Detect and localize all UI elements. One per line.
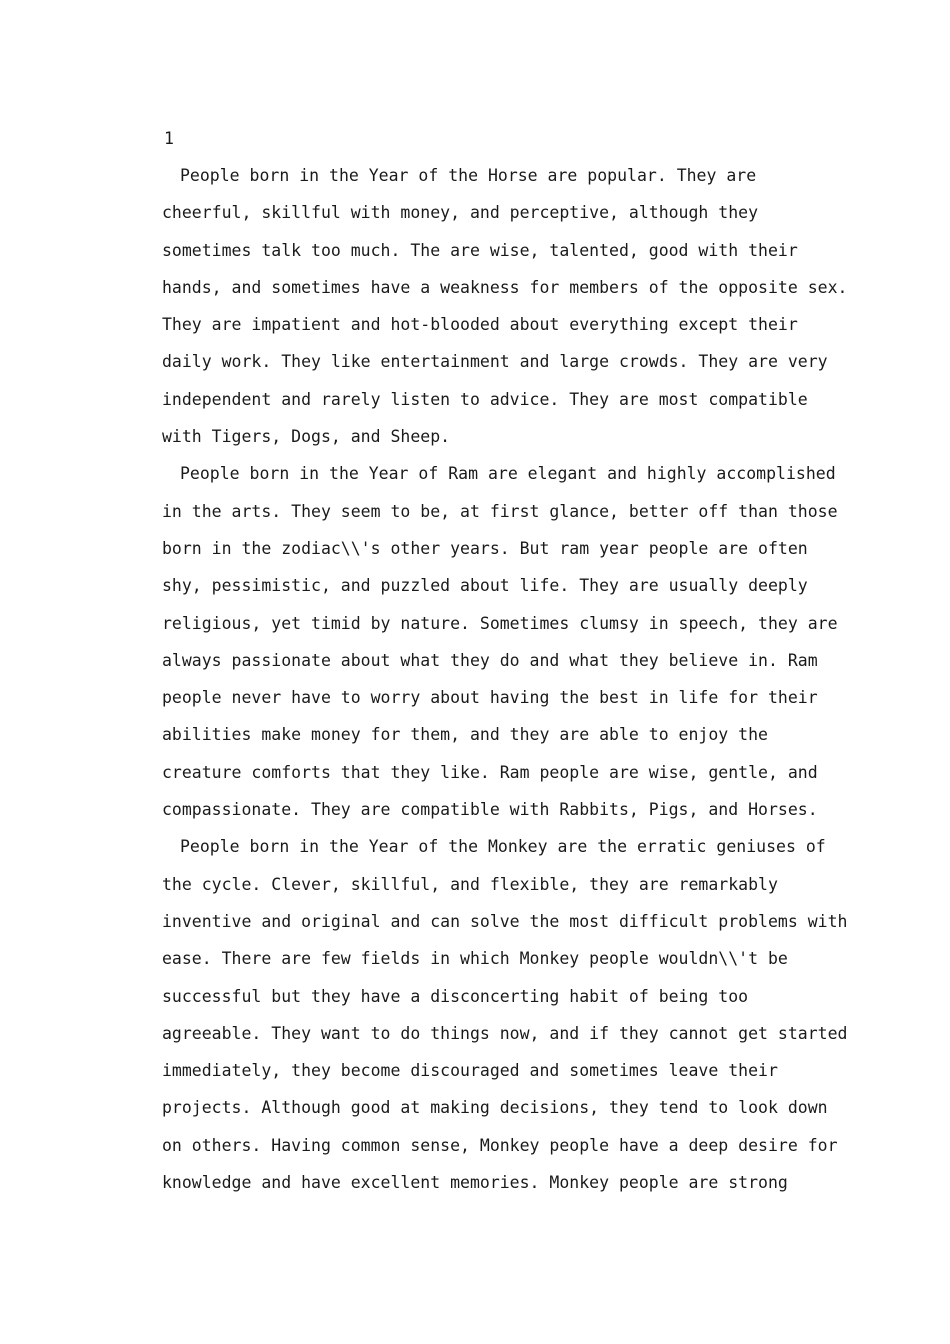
text-line: religious, yet timid by nature. Sometimes clumsy in speech, they are <box>162 613 838 633</box>
text-line: on others. Having common sense, Monkey people have a deep desire for <box>162 1135 838 1155</box>
text-line: People born in the Year of Ram are elegant and highly accomplished <box>180 464 836 484</box>
page-number: 1 <box>164 129 174 148</box>
text-line: cheerful, skillful with money, and perceptive, although they <box>162 203 759 223</box>
paragraph-ram <box>144 455 838 828</box>
text-line: projects. Although good at making decisions, they tend to look down <box>162 1098 828 1118</box>
text-line: creature comforts that they like. Ram people are wise, gentle, and <box>162 762 818 782</box>
text-line: compassionate. They are compatible with Rabbits, Pigs, and Horses. <box>162 800 818 820</box>
text-line: People born in the Year of the Horse are popular. They are <box>180 166 757 185</box>
text-line: daily work. They like entertainment and large crowds. They are very <box>162 352 828 372</box>
text-line: in the arts. They seem to be, at first glance, better off than those <box>162 501 838 521</box>
text-line: the cycle. Clever, skillful, and flexible, they are remarkably <box>162 874 778 894</box>
text-line: They are impatient and hot-blooded about everything except their <box>162 315 798 335</box>
text-line: independent and rarely listen to advice. They are most compatible <box>162 389 808 409</box>
text-line: sometimes talk too much. The are wise, talented, good with their <box>162 240 798 260</box>
text-line: People born in the Year of the Monkey are the erratic geniuses of <box>180 837 826 857</box>
text-line: with Tigers, Dogs, and Sheep. <box>162 427 451 447</box>
text-line: immediately, they become discouraged and sometimes leave their <box>162 1061 778 1081</box>
text-line: successful but they have a disconcerting habit of being too <box>162 986 749 1006</box>
text-line: shy, pessimistic, and puzzled about life. They are usually deeply <box>162 576 808 596</box>
paragraph-monkey <box>144 828 848 1201</box>
text-line: always passionate about what they do and what they believe in. Ram <box>162 650 818 670</box>
text-line: knowledge and have excellent memories. Monkey people are strong <box>162 1173 788 1193</box>
text-line: people never have to worry about having the best in life for their <box>162 688 818 708</box>
document-body <box>144 120 848 1201</box>
text-line: abilities make money for them, and they are able to enjoy the <box>162 725 768 745</box>
text-line: hands, and sometimes have a weakness for members of the opposite sex. <box>162 277 848 297</box>
text-line: ease. There are few fields in which Monkey people wouldn\\'t be <box>162 949 788 969</box>
paragraph-horse <box>144 157 848 455</box>
text-line: inventive and original and can solve the most difficult problems with <box>162 911 848 931</box>
text-line: born in the zodiac\\'s other years. But ram year people are often <box>162 538 808 558</box>
text-line: agreeable. They want to do things now, and if they cannot get started <box>162 1023 848 1043</box>
